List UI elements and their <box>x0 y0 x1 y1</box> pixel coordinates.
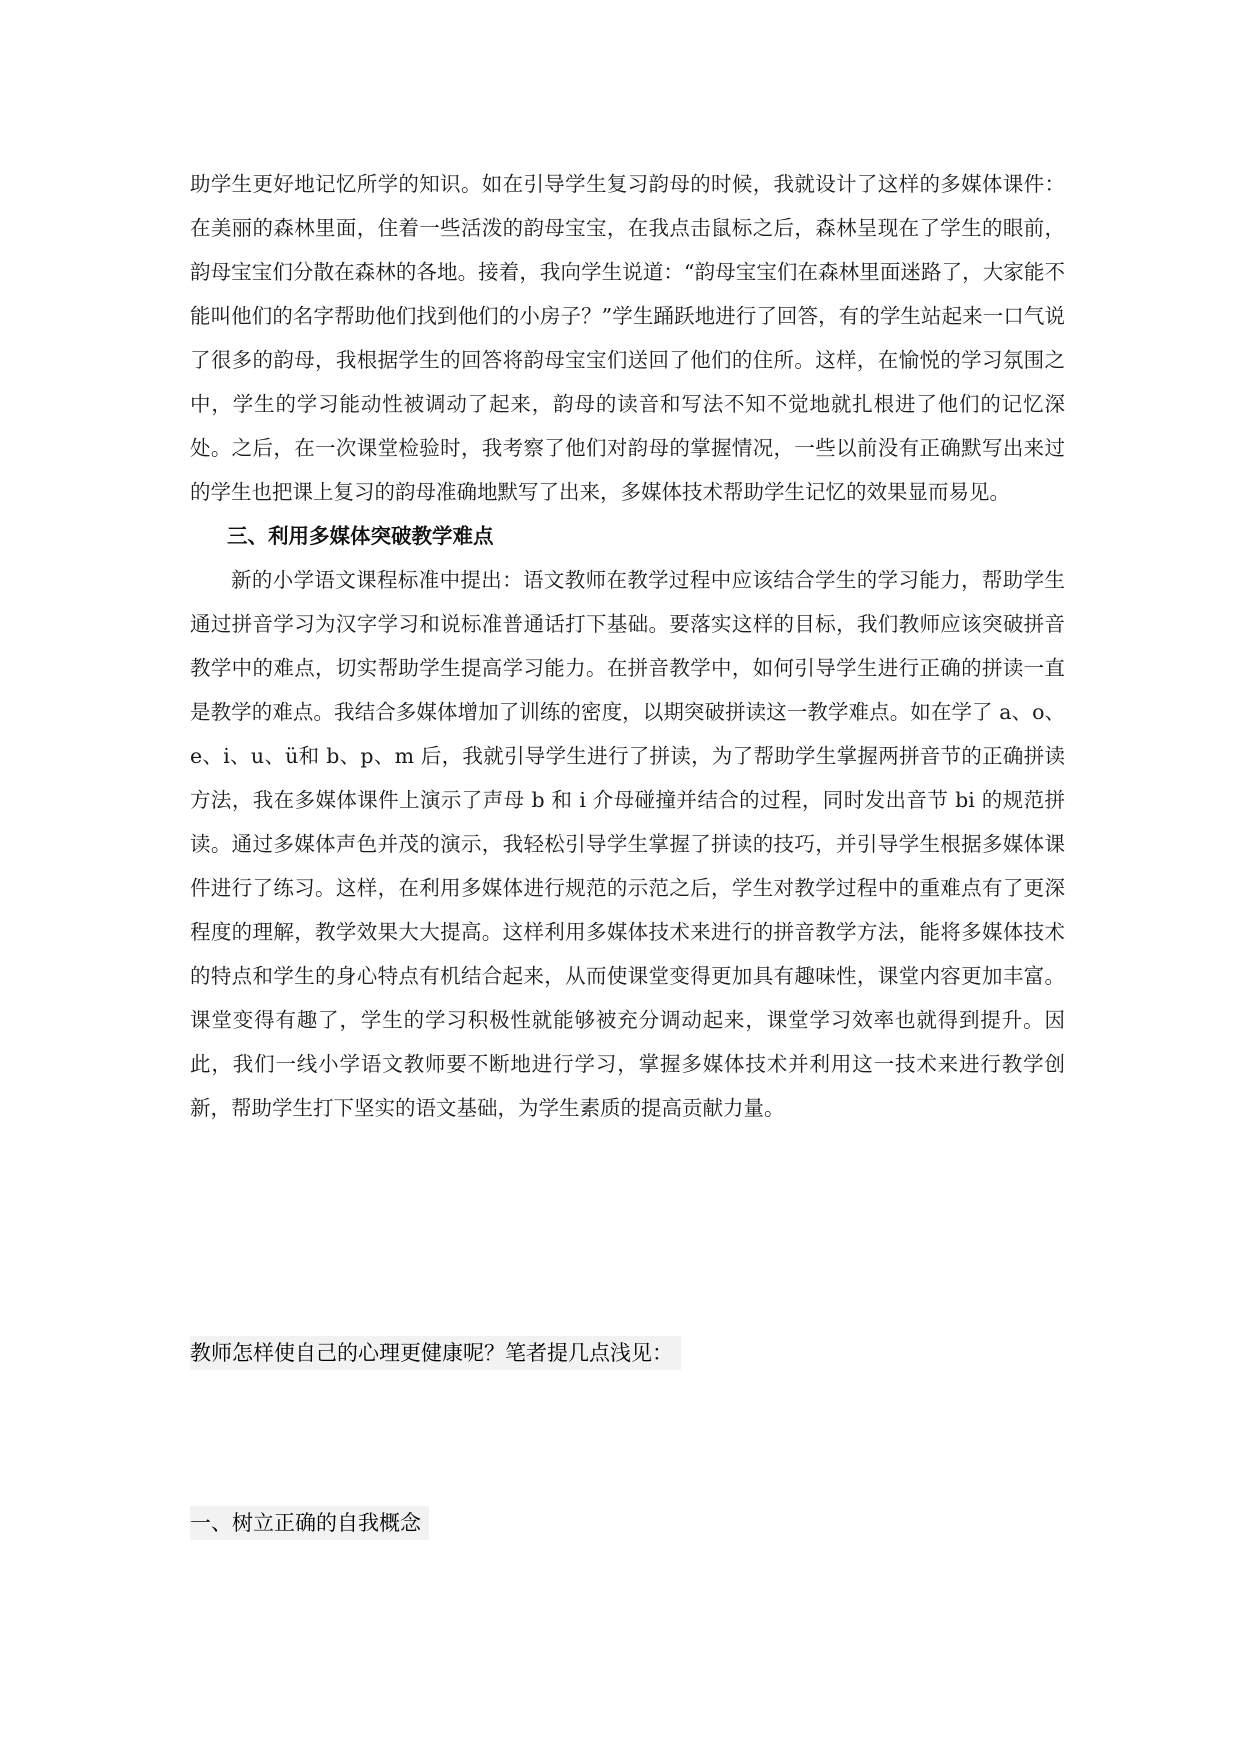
highlighted-heading-teacher-mental-health: 教师怎样使自己的心理更健康呢？笔者提几点浅见： <box>190 1336 681 1370</box>
document-body <box>190 162 1065 1130</box>
paragraph-memory-example: 助学生更好地记忆所学的知识。如在引导学生复习韵母的时候，我就设计了这样的多媒体课件：在美丽的森林里面，住着一些活泼的韵母宝宝，在我点击鼠标之后，森林呈现在了学生的眼前，韵母宝宝们分散在森林的各地。接着，我向学生说道：“韵母宝宝们在森林里面迷路了，大家能不能叫他们的名字帮助他们找到他们的小房子？”学生踊跃地进行了回答，有的学生站起来一口气说了很多的韵母，我根据学生的回答将韵母宝宝们送回了他们的住所。这样，在愉悦的学习氛围之中，学生的学习能动性被调动了起来，韵母的读音和写法不知不觉地就扎根进了他们的记忆深处。之后，在一次课堂检验时，我考察了他们对韵母的掌握情况，一些以前没有正确默写出来过的学生也把课上复习的韵母准确地默写了出来，多媒体技术帮助学生记忆的效果显而易见。 <box>190 172 1065 504</box>
paragraph-pinyin-teaching: 新的小学语文课程标准中提出：语文教师在教学过程中应该结合学生的学习能力，帮助学生通过拼音学习为汉字学习和说标准普通话打下基础。要落实这样的目标，我们教师应该突破拼音教学中的难点，切实帮助学生提高学习能力。在拼音教学中，如何引导学生进行正确的拼读一直是教学的难点。我结合多媒体增加了训练的密度，以期突破拼读这一教学难点。如在学了 a、o、e、i、u、ü和 b、p、m 后，我就引导学生进行了拼读，为了帮助学生掌握两拼音节的正确拼读方法，我在多媒体课件上演示了声母 b 和 i 介母碰撞并结合的过程，同时发出音节 bi 的规范拼读。通过多媒体声色并茂的演示，我轻松引导学生掌握了拼读的技巧，并引导学生根据多媒体课件进行了练习。这样，在利用多媒体进行规范的示范之后，学生对教学过程中的重难点有了更深程度的理解，教学效果大大提高。这样利用多媒体技术来进行的拼音教学方法，能将多媒体技术的特点和学生的身心特点有机结合起来，从而使课堂变得更加具有趣味性，课堂内容更加丰富。课堂变得有趣了，学生的学习积极性就能够被充分调动起来，课堂学习效率也就得到提升。因此，我们一线小学语文教师要不断地进行学习，掌握多媒体技术并利用这一技术来进行教学创新，帮助学生打下坚实的语文基础，为学生素质的提高贡献力量。 <box>190 568 1065 1120</box>
highlighted-heading-self-concept: 一、树立正确的自我概念 <box>190 1506 429 1540</box>
section-heading-three: 三、利用多媒体突破教学难点 <box>227 524 494 548</box>
